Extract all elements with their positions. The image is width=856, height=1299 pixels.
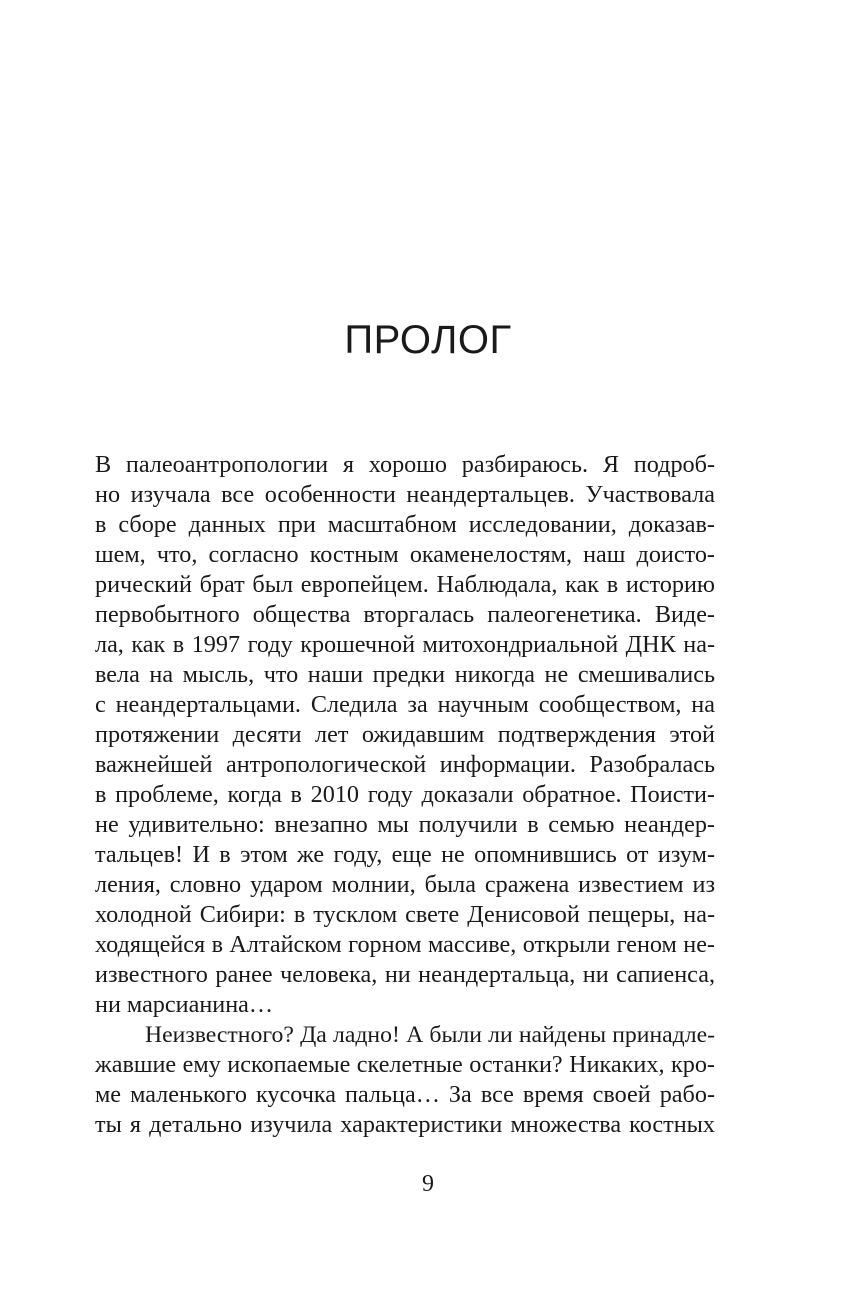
- text-line: ни марсианина…: [95, 991, 274, 1018]
- text-line: Неизвестного? Да ладно! А были ли найдены принадле-: [145, 1022, 715, 1048]
- text-line: тальцев! И в этом же году, еще не опомнившись от изум-: [95, 841, 715, 868]
- text-line: ходящейся в Алтайском горном массиве, открыли геном не-: [95, 931, 715, 958]
- text-line: важнейшей антропологической информации. Разобралась: [95, 751, 715, 778]
- text-line: но изучала все особенности неандертальцев. Участвовала: [95, 481, 715, 508]
- paragraph-1: [95, 450, 715, 1020]
- text-line: в сборе данных при масштабном исследовании, доказав-: [95, 511, 715, 538]
- text-line: протяжении десяти лет ожидавшим подтверждения этой: [95, 721, 715, 748]
- body-text: [95, 450, 715, 1140]
- text-line: шем, что, согласно костным окаменелостям, наш доисто-: [95, 541, 715, 568]
- text-line: рический брат был европейцем. Наблюдала, как в историю: [95, 571, 715, 598]
- paragraph-2: [95, 1020, 715, 1140]
- text-line: известного ранее человека, ни неандертальца, ни сапиенса,: [95, 961, 715, 988]
- text-line: ла, как в 1997 году крошечной митохондриальной ДНК на-: [95, 631, 715, 658]
- text-line: первобытного общества вторгалась палеогенетика. Виде-: [95, 601, 715, 628]
- text-line: жавшие ему ископаемые скелетные останки? Никаких, кро-: [95, 1051, 715, 1078]
- text-line: ления, словно ударом молнии, была сражена известием из: [95, 871, 715, 898]
- text-line: с неандертальцами. Следила за научным сообществом, на: [95, 691, 715, 718]
- text-line: ты я детально изучила характеристики множества костных: [95, 1111, 715, 1138]
- page-number: 9: [422, 1171, 434, 1197]
- chapter-title: ПРОЛОГ: [344, 318, 512, 362]
- text-line: В палеоантропологии я хорошо разбираюсь. Я подроб-: [95, 451, 715, 478]
- text-line: в проблеме, когда в 2010 году доказали обратное. Поисти-: [95, 781, 715, 808]
- text-line: не удивительно: внезапно мы получили в семью неандер-: [95, 811, 715, 838]
- text-line: холодной Сибири: в тусклом свете Денисовой пещеры, на-: [95, 901, 715, 928]
- text-line: ме маленького кусочка пальца… За все время своей рабо-: [95, 1081, 715, 1108]
- text-line: вела на мысль, что наши предки никогда не смешивались: [95, 661, 715, 688]
